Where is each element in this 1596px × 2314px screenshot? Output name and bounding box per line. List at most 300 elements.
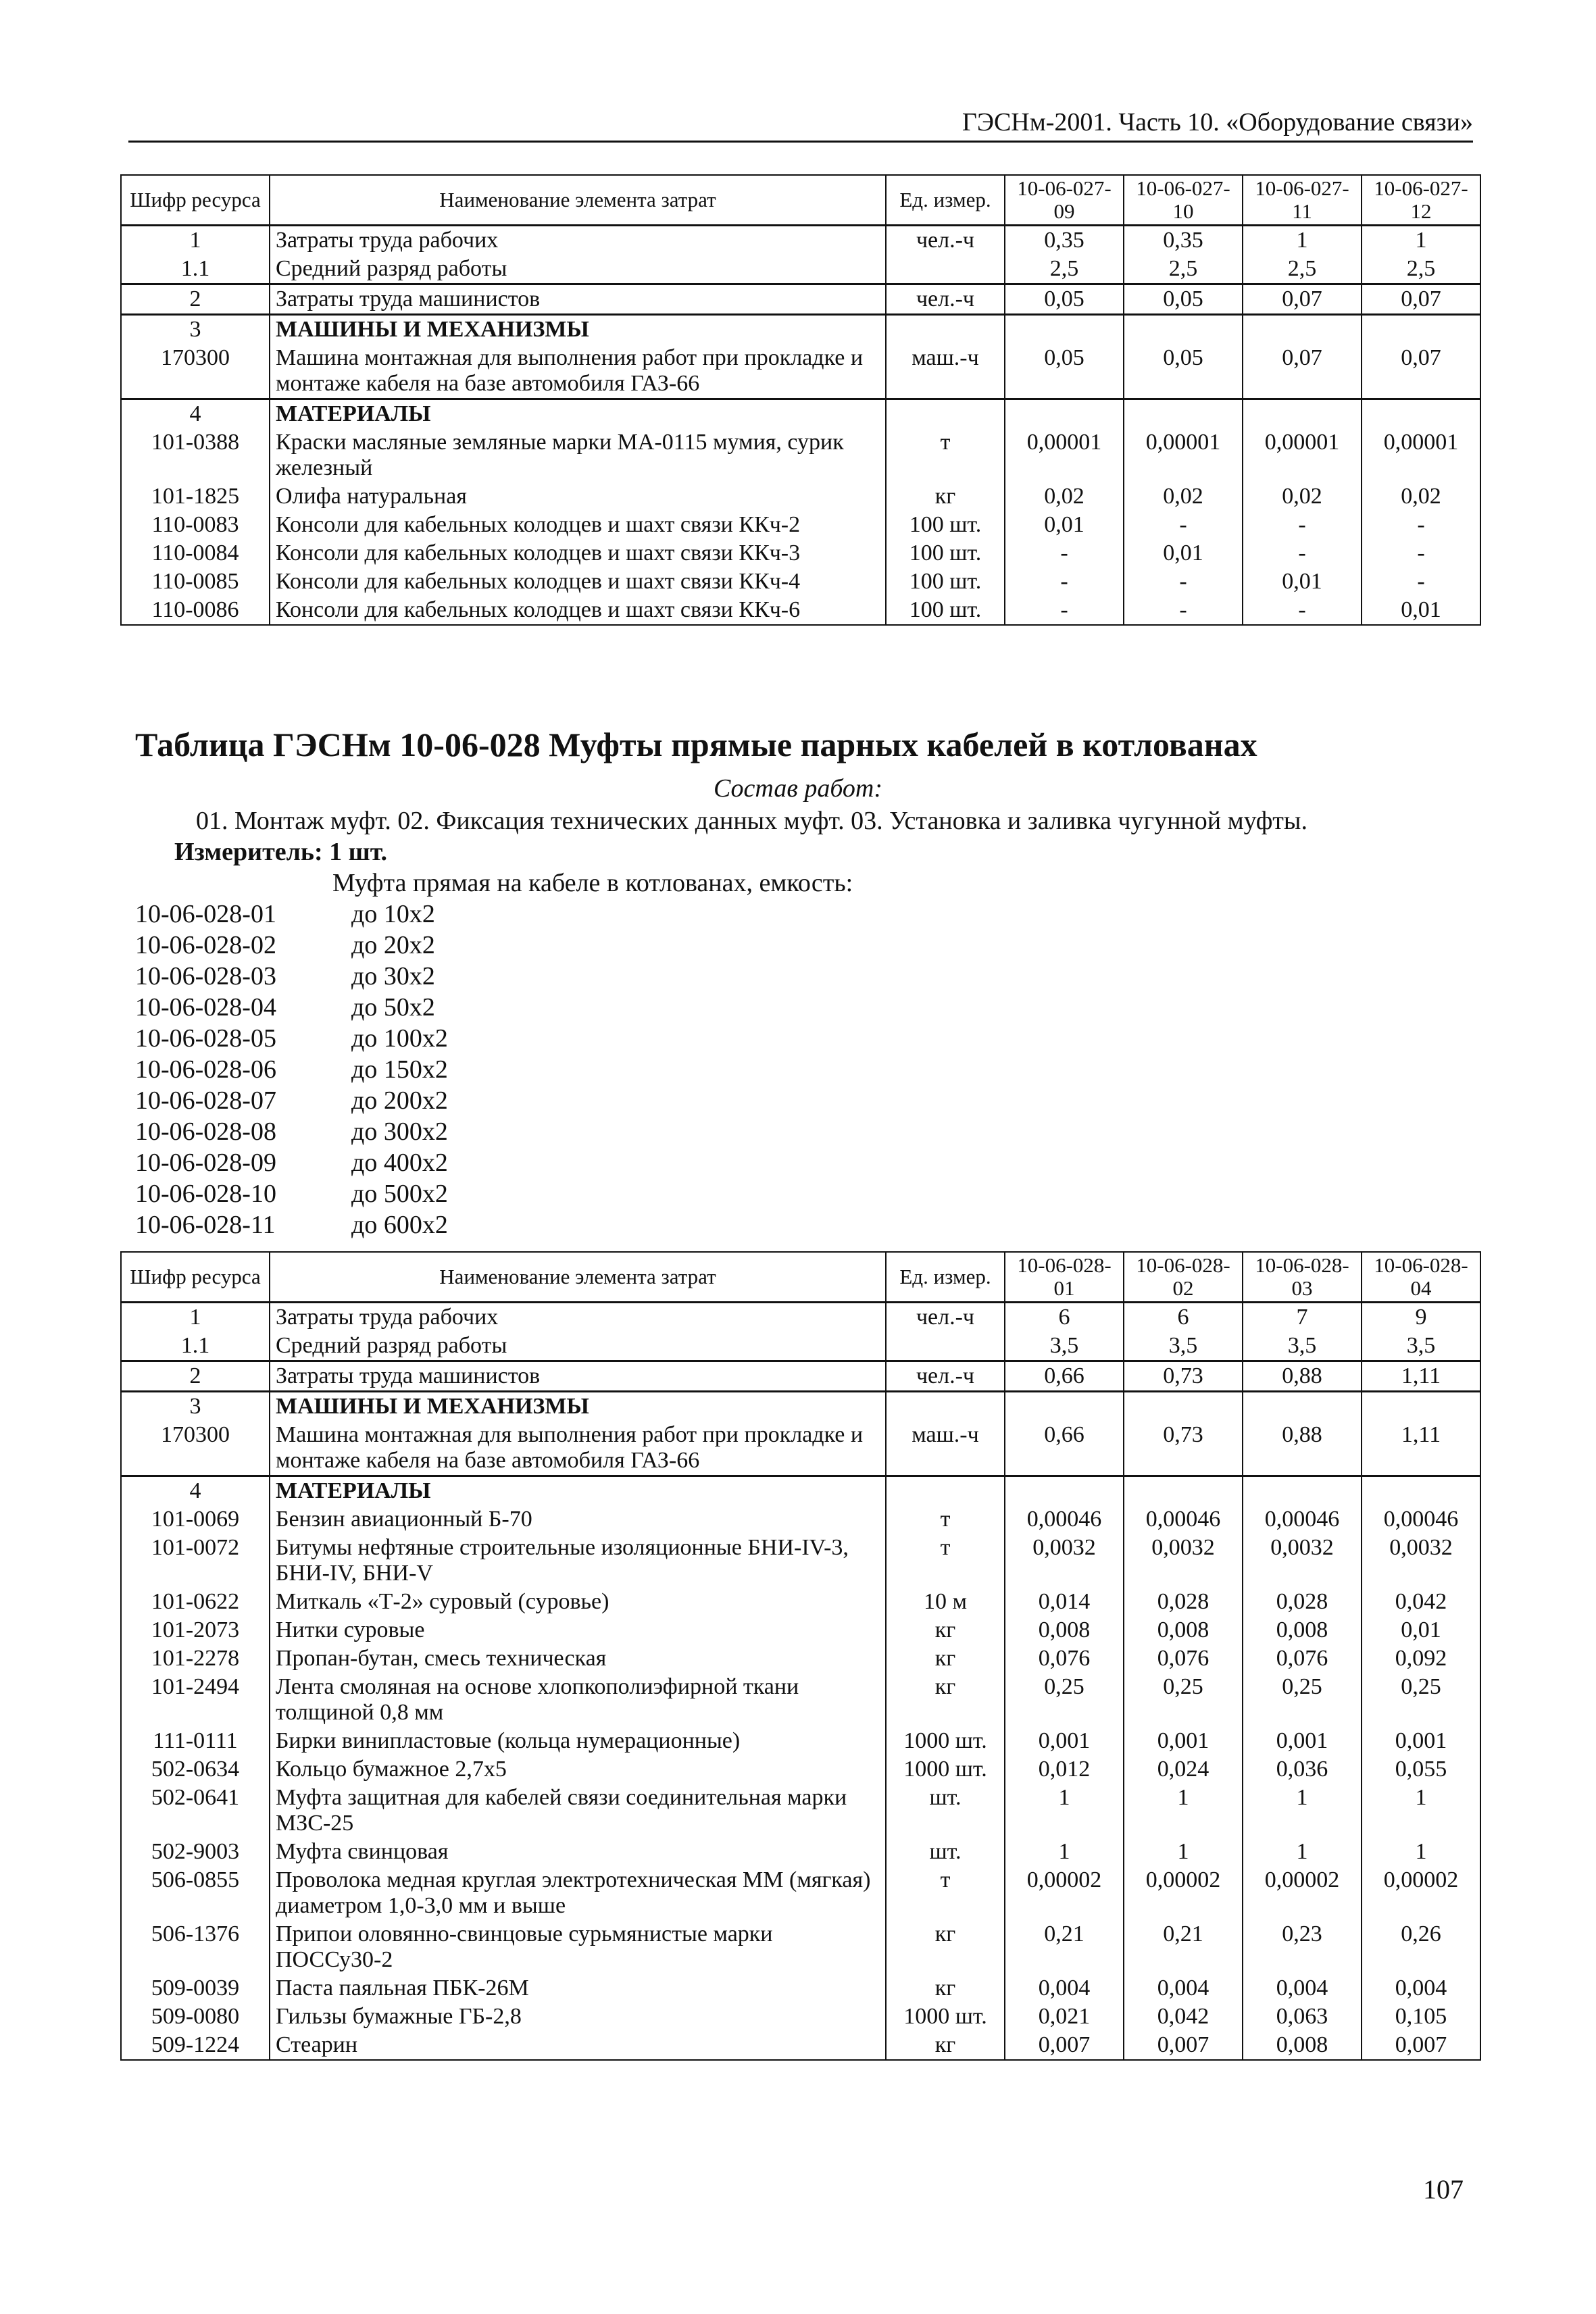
resource-code: 502-0634	[121, 1755, 270, 1784]
cost-item-name: Средний разряд работы	[270, 255, 886, 284]
norm-value: 0,26	[1362, 1920, 1480, 1974]
norm-value: 0,055	[1362, 1755, 1480, 1784]
table-row	[121, 511, 1480, 539]
norm-value: 0,02	[1362, 482, 1480, 511]
norm-value: 0,35	[1124, 226, 1243, 255]
table-row	[121, 1505, 1480, 1534]
norm-value	[1005, 1392, 1124, 1422]
header-col-4: 10-06-028-04	[1362, 1252, 1480, 1303]
resource-code: 502-9003	[121, 1838, 270, 1866]
norm-value: 0,01	[1005, 511, 1124, 539]
unit-of-measure: маш.-ч	[886, 344, 1005, 399]
norm-value: 0,001	[1243, 1727, 1362, 1755]
norm-value: -	[1124, 568, 1243, 596]
table-row	[121, 1332, 1480, 1361]
position-code: 10-06-028-01	[135, 900, 276, 928]
cost-item-name: Муфта защитная для кабелей связи соединительная марки МЗС-25	[270, 1784, 886, 1838]
cost-item-name: Консоли для кабельных колодцев и шахт связи ККч-6	[270, 596, 886, 625]
norm-value: 0,0032	[1243, 1534, 1362, 1588]
cost-item-name: Проволока медная круглая электротехническая ММ (мягкая) диаметром 1,0-3,0 мм и выше	[270, 1866, 886, 1920]
cost-item-name: Затраты труда рабочих	[270, 1303, 886, 1332]
norm-value: 0,00002	[1124, 1866, 1243, 1920]
table-row	[121, 1534, 1480, 1588]
unit-of-measure: 1000 шт.	[886, 2003, 1005, 2031]
norm-value: 0,008	[1005, 1616, 1124, 1644]
meter-line	[174, 836, 387, 867]
unit-of-measure: кг	[886, 1974, 1005, 2003]
page-header: ГЭСНм-2001. Часть 10. «Оборудование связи»	[128, 107, 1473, 143]
unit-of-measure: шт.	[886, 1784, 1005, 1838]
norm-value: 0,076	[1124, 1644, 1243, 1673]
norm-value: 0,0032	[1005, 1534, 1124, 1588]
position-text: до 10х2	[351, 900, 435, 928]
norm-value: 1	[1124, 1784, 1243, 1838]
positions-intro: Муфта прямая на кабеле в котлованах, емкость:	[332, 869, 853, 897]
cost-item-name: Паста паяльная ПБК-26М	[270, 1974, 886, 2003]
table-header-row	[121, 175, 1480, 226]
norm-value	[1124, 1476, 1243, 1506]
header-col-2: 10-06-028-02	[1124, 1252, 1243, 1303]
positions-list	[135, 899, 448, 1240]
unit-of-measure: кг	[886, 1616, 1005, 1644]
unit-of-measure: кг	[886, 2031, 1005, 2060]
cost-item-name: Миткаль «Т-2» суровый (суровье)	[270, 1588, 886, 1616]
resource-code: 101-2278	[121, 1644, 270, 1673]
norm-value: 0,05	[1124, 284, 1243, 315]
norm-value: -	[1005, 596, 1124, 625]
header-col-1: 10-06-027-09	[1005, 175, 1124, 226]
norm-value: 1	[1005, 1784, 1124, 1838]
resource-code: 1.1	[121, 1332, 270, 1361]
resource-code: 110-0083	[121, 511, 270, 539]
table-row	[121, 1421, 1480, 1476]
resource-code: 4	[121, 399, 270, 429]
resource-code: 101-0069	[121, 1505, 270, 1534]
resource-code: 509-0039	[121, 1974, 270, 2003]
table-row	[121, 1361, 1480, 1392]
table-row	[121, 1838, 1480, 1866]
unit-of-measure	[886, 1332, 1005, 1361]
meter-label: Измеритель:	[174, 838, 323, 866]
norm-value: 1	[1243, 226, 1362, 255]
position-item	[135, 899, 448, 930]
resource-code: 1.1	[121, 255, 270, 284]
norm-value: 0,02	[1124, 482, 1243, 511]
position-code: 10-06-028-02	[135, 931, 276, 959]
cost-item-name: Консоли для кабельных колодцев и шахт связи ККч-3	[270, 539, 886, 568]
norm-value: 0,21	[1005, 1920, 1124, 1974]
norm-value: 0,25	[1005, 1673, 1124, 1727]
table-row	[121, 482, 1480, 511]
position-code: 10-06-028-10	[135, 1180, 276, 1208]
position-text: до 200х2	[351, 1086, 448, 1115]
table-row	[121, 399, 1480, 429]
table-row	[121, 2003, 1480, 2031]
norm-value: 0,73	[1124, 1361, 1243, 1392]
position-code: 10-06-028-06	[135, 1055, 276, 1084]
norm-value: 0,00046	[1243, 1505, 1362, 1534]
position-item	[135, 1178, 448, 1209]
norm-value: 0,007	[1362, 2031, 1480, 2060]
norm-value: -	[1362, 539, 1480, 568]
norm-value: 7	[1243, 1303, 1362, 1332]
norm-value: 1	[1362, 1784, 1480, 1838]
unit-of-measure: 100 шт.	[886, 539, 1005, 568]
position-item	[135, 1209, 448, 1240]
position-text: до 100х2	[351, 1024, 448, 1053]
cost-item-name: МАТЕРИАЛЫ	[270, 399, 886, 429]
cost-item-name: Машина монтажная для выполнения работ при прокладке и монтаже кабеля на базе автомобиля ГАЗ-66	[270, 344, 886, 399]
norm-value: 0,01	[1124, 539, 1243, 568]
position-code: 10-06-028-09	[135, 1149, 276, 1177]
norm-value: 1	[1005, 1838, 1124, 1866]
norm-value: 0,01	[1362, 1616, 1480, 1644]
norm-value: 0,73	[1124, 1421, 1243, 1476]
norm-value: 0,00001	[1243, 428, 1362, 482]
cost-item-name: Муфта свинцовая	[270, 1838, 886, 1866]
norm-value: 0,05	[1124, 344, 1243, 399]
resource-code: 170300	[121, 1421, 270, 1476]
header-name: Наименование элемента затрат	[270, 1252, 886, 1303]
norm-value: 0,092	[1362, 1644, 1480, 1673]
position-text: до 300х2	[351, 1117, 448, 1146]
table-row	[121, 1920, 1480, 1974]
position-text: до 50х2	[351, 993, 435, 1022]
unit-of-measure: чел.-ч	[886, 284, 1005, 315]
norm-value: 0,88	[1243, 1361, 1362, 1392]
resource-code: 2	[121, 284, 270, 315]
unit-of-measure	[886, 255, 1005, 284]
norm-value: 2,5	[1243, 255, 1362, 284]
cost-item-name: Затраты труда машинистов	[270, 1361, 886, 1392]
norm-value: 0,00002	[1243, 1866, 1362, 1920]
resource-code: 110-0084	[121, 539, 270, 568]
norm-value: 0,00046	[1362, 1505, 1480, 1534]
unit-of-measure: т	[886, 1866, 1005, 1920]
position-text: до 30х2	[351, 962, 435, 990]
table-row	[121, 1673, 1480, 1727]
norm-value: 0,001	[1362, 1727, 1480, 1755]
norm-value: -	[1005, 568, 1124, 596]
resource-code: 502-0641	[121, 1784, 270, 1838]
norm-value: 0,014	[1005, 1588, 1124, 1616]
norm-value: 2,5	[1362, 255, 1480, 284]
norm-value	[1243, 1392, 1362, 1422]
position-item	[135, 1054, 448, 1085]
norm-value: 0,01	[1243, 568, 1362, 596]
norm-value: 3,5	[1243, 1332, 1362, 1361]
norm-value: 0,88	[1243, 1421, 1362, 1476]
table-row	[121, 596, 1480, 625]
unit-of-measure: т	[886, 428, 1005, 482]
meter-value: 1 шт.	[329, 838, 388, 866]
unit-of-measure: 100 шт.	[886, 568, 1005, 596]
resource-code: 2	[121, 1361, 270, 1392]
norm-value: 9	[1362, 1303, 1480, 1332]
cost-item-name: Нитки суровые	[270, 1616, 886, 1644]
norm-value: 1	[1243, 1784, 1362, 1838]
norm-value	[1124, 1392, 1243, 1422]
table-row	[121, 1392, 1480, 1422]
cost-item-name: Затраты труда машинистов	[270, 284, 886, 315]
unit-of-measure: кг	[886, 482, 1005, 511]
norm-value: -	[1124, 511, 1243, 539]
norm-value: 1	[1362, 1838, 1480, 1866]
norm-value: 0,012	[1005, 1755, 1124, 1784]
cost-item-name: Олифа натуральная	[270, 482, 886, 511]
norm-value: -	[1362, 511, 1480, 539]
work-composition-text: 01. Монтаж муфт. 02. Фиксация технических данных муфт. 03. Установка и заливка чугунной муфты.	[196, 807, 1307, 835]
table-row	[121, 1303, 1480, 1332]
resource-code: 101-2494	[121, 1673, 270, 1727]
cost-item-name: МАТЕРИАЛЫ	[270, 1476, 886, 1506]
cost-item-name: Стеарин	[270, 2031, 886, 2060]
norm-value: 0,00001	[1124, 428, 1243, 482]
norm-value: 0,07	[1362, 344, 1480, 399]
unit-of-measure: 100 шт.	[886, 511, 1005, 539]
unit-of-measure: т	[886, 1534, 1005, 1588]
header-unit: Ед. измер.	[886, 175, 1005, 226]
table-row	[121, 1727, 1480, 1755]
norm-value: 0,007	[1005, 2031, 1124, 2060]
norm-value: 0,063	[1243, 2003, 1362, 2031]
cost-item-name: МАШИНЫ И МЕХАНИЗМЫ	[270, 1392, 886, 1422]
unit-of-measure: 1000 шт.	[886, 1727, 1005, 1755]
norm-value	[1005, 399, 1124, 429]
resource-code: 170300	[121, 344, 270, 399]
norm-value: 1	[1362, 226, 1480, 255]
unit-of-measure	[886, 1392, 1005, 1422]
position-code: 10-06-028-11	[135, 1211, 276, 1239]
norm-value: 0,076	[1005, 1644, 1124, 1673]
norm-value: 0,05	[1005, 284, 1124, 315]
resource-code: 110-0086	[121, 596, 270, 625]
unit-of-measure: 100 шт.	[886, 596, 1005, 625]
header-name: Наименование элемента затрат	[270, 175, 886, 226]
table-row	[121, 1784, 1480, 1838]
norm-value: 3,5	[1005, 1332, 1124, 1361]
norm-value: 0,23	[1243, 1920, 1362, 1974]
position-item	[135, 1147, 448, 1178]
norm-value: 0,25	[1243, 1673, 1362, 1727]
norm-value: -	[1362, 568, 1480, 596]
cost-item-name: Пропан-бутан, смесь техническая	[270, 1644, 886, 1673]
norm-value	[1362, 1476, 1480, 1506]
position-code: 10-06-028-04	[135, 993, 276, 1022]
norm-value: 0,00046	[1005, 1505, 1124, 1534]
norm-value: 0,66	[1005, 1421, 1124, 1476]
cost-item-name: Гильзы бумажные ГБ-2,8	[270, 2003, 886, 2031]
table-row	[121, 284, 1480, 315]
header-unit: Ед. измер.	[886, 1252, 1005, 1303]
norm-value: 0,0032	[1124, 1534, 1243, 1588]
norm-value	[1362, 399, 1480, 429]
norm-value: 0,01	[1362, 596, 1480, 625]
position-item	[135, 961, 448, 992]
cost-item-name: МАШИНЫ И МЕХАНИЗМЫ	[270, 315, 886, 345]
header-col-3: 10-06-027-11	[1243, 175, 1362, 226]
unit-of-measure: т	[886, 1505, 1005, 1534]
resource-code: 3	[121, 315, 270, 345]
position-code: 10-06-028-03	[135, 962, 276, 990]
resource-code: 111-0111	[121, 1727, 270, 1755]
resource-code: 101-0388	[121, 428, 270, 482]
norm-value: 0,036	[1243, 1755, 1362, 1784]
norm-value: 1	[1124, 1838, 1243, 1866]
cost-item-name: Бирки винипластовые (кольца нумерационные)	[270, 1727, 886, 1755]
position-item	[135, 1085, 448, 1116]
table-row	[121, 1974, 1480, 2003]
position-item	[135, 1116, 448, 1147]
table-row	[121, 315, 1480, 345]
table-header-row	[121, 1252, 1480, 1303]
header-code: Шифр ресурса	[121, 175, 270, 226]
norm-value: 0,00002	[1362, 1866, 1480, 1920]
norm-value: -	[1243, 511, 1362, 539]
position-text: до 600х2	[351, 1211, 448, 1239]
norm-value: 6	[1124, 1303, 1243, 1332]
cost-item-name: Машина монтажная для выполнения работ при прокладке и монтаже кабеля на базе автомобиля ГАЗ-66	[270, 1421, 886, 1476]
norm-value	[1124, 399, 1243, 429]
position-text: до 500х2	[351, 1180, 448, 1208]
norm-value	[1124, 315, 1243, 345]
unit-of-measure: 1000 шт.	[886, 1755, 1005, 1784]
norm-value: 0,024	[1124, 1755, 1243, 1784]
norm-value: 0,25	[1362, 1673, 1480, 1727]
table-row	[121, 226, 1480, 255]
norm-value: 0,004	[1362, 1974, 1480, 2003]
norm-value	[1362, 315, 1480, 345]
norm-value	[1005, 315, 1124, 345]
norm-value: 0,076	[1243, 1644, 1362, 1673]
unit-of-measure: маш.-ч	[886, 1421, 1005, 1476]
unit-of-measure: шт.	[886, 1838, 1005, 1866]
cost-item-name: Краски масляные земляные марки МА-0115 мумия, сурик железный	[270, 428, 886, 482]
resource-code: 3	[121, 1392, 270, 1422]
norm-value: 0,07	[1243, 284, 1362, 315]
norm-value: 1	[1243, 1838, 1362, 1866]
resource-code: 506-0855	[121, 1866, 270, 1920]
norm-value: 0,001	[1005, 1727, 1124, 1755]
resource-code: 101-1825	[121, 482, 270, 511]
header-code: Шифр ресурса	[121, 1252, 270, 1303]
norm-value: 0,35	[1005, 226, 1124, 255]
resource-code: 4	[121, 1476, 270, 1506]
resource-table-028	[120, 1251, 1481, 2061]
unit-of-measure: 10 м	[886, 1588, 1005, 1616]
norm-value: 0,021	[1005, 2003, 1124, 2031]
work-composition-heading: Состав работ:	[713, 774, 883, 803]
resource-code: 509-1224	[121, 2031, 270, 2060]
table-row	[121, 1616, 1480, 1644]
norm-value: 0,042	[1362, 1588, 1480, 1616]
norm-value: 0,105	[1362, 2003, 1480, 2031]
norm-value: 0,07	[1362, 284, 1480, 315]
norm-value: 0,004	[1243, 1974, 1362, 2003]
section-title: Таблица ГЭСНм 10-06-028 Муфты прямые парных кабелей в котлованах	[135, 726, 1257, 763]
position-text: до 150х2	[351, 1055, 448, 1084]
norm-value: 0,028	[1243, 1588, 1362, 1616]
norm-value: -	[1005, 539, 1124, 568]
norm-value: 3,5	[1124, 1332, 1243, 1361]
table-row	[121, 255, 1480, 284]
unit-of-measure: чел.-ч	[886, 226, 1005, 255]
unit-of-measure: чел.-ч	[886, 1361, 1005, 1392]
norm-value: 0,07	[1243, 344, 1362, 399]
resource-code: 101-0622	[121, 1588, 270, 1616]
norm-value: 0,00001	[1005, 428, 1124, 482]
norm-value: 0,008	[1243, 1616, 1362, 1644]
resource-code: 506-1376	[121, 1920, 270, 1974]
unit-of-measure: кг	[886, 1920, 1005, 1974]
table-row	[121, 1476, 1480, 1506]
position-item	[135, 1023, 448, 1054]
cost-item-name: Кольцо бумажное 2,7х5	[270, 1755, 886, 1784]
cost-item-name: Бензин авиационный Б-70	[270, 1505, 886, 1534]
unit-of-measure	[886, 399, 1005, 429]
norm-value: 0,0032	[1362, 1534, 1480, 1588]
resource-table-027	[120, 174, 1481, 626]
norm-value	[1243, 1476, 1362, 1506]
norm-value: 0,042	[1124, 2003, 1243, 2031]
norm-value	[1243, 315, 1362, 345]
norm-value: 0,001	[1124, 1727, 1243, 1755]
header-col-2: 10-06-027-10	[1124, 175, 1243, 226]
position-text: до 20х2	[351, 931, 435, 959]
norm-value: 0,66	[1005, 1361, 1124, 1392]
norm-value: -	[1124, 596, 1243, 625]
norm-value: 0,008	[1243, 2031, 1362, 2060]
cost-item-name: Затраты труда рабочих	[270, 226, 886, 255]
norm-value: 2,5	[1124, 255, 1243, 284]
norm-value: 0,02	[1243, 482, 1362, 511]
resource-code: 1	[121, 1303, 270, 1332]
norm-value: 0,008	[1124, 1616, 1243, 1644]
resource-code: 1	[121, 226, 270, 255]
table-row	[121, 568, 1480, 596]
norm-value: 6	[1005, 1303, 1124, 1332]
cost-item-name: Припои оловянно-свинцовые сурьмянистые марки ПОССу30-2	[270, 1920, 886, 1974]
unit-of-measure	[886, 1476, 1005, 1506]
table-row	[121, 2031, 1480, 2060]
cost-item-name: Средний разряд работы	[270, 1332, 886, 1361]
table-row	[121, 539, 1480, 568]
norm-value: 0,00001	[1362, 428, 1480, 482]
cost-item-name: Консоли для кабельных колодцев и шахт связи ККч-2	[270, 511, 886, 539]
page-number: 107	[1423, 2174, 1464, 2205]
norm-value	[1362, 1392, 1480, 1422]
norm-value: 0,02	[1005, 482, 1124, 511]
table-row	[121, 1755, 1480, 1784]
resource-code: 509-0080	[121, 2003, 270, 2031]
norm-value: 0,007	[1124, 2031, 1243, 2060]
table-row	[121, 344, 1480, 399]
cost-item-name: Битумы нефтяные строительные изоляционные БНИ-IV-3, БНИ-IV, БНИ-V	[270, 1534, 886, 1588]
unit-of-measure: кг	[886, 1673, 1005, 1727]
position-item	[135, 930, 448, 961]
norm-value: 3,5	[1362, 1332, 1480, 1361]
norm-value: 0,028	[1124, 1588, 1243, 1616]
norm-value	[1005, 1476, 1124, 1506]
table-row	[121, 1644, 1480, 1673]
norm-value: 1,11	[1362, 1421, 1480, 1476]
norm-value: -	[1243, 596, 1362, 625]
resource-code: 110-0085	[121, 568, 270, 596]
position-item	[135, 992, 448, 1023]
table-row	[121, 428, 1480, 482]
unit-of-measure: чел.-ч	[886, 1303, 1005, 1332]
norm-value	[1243, 399, 1362, 429]
